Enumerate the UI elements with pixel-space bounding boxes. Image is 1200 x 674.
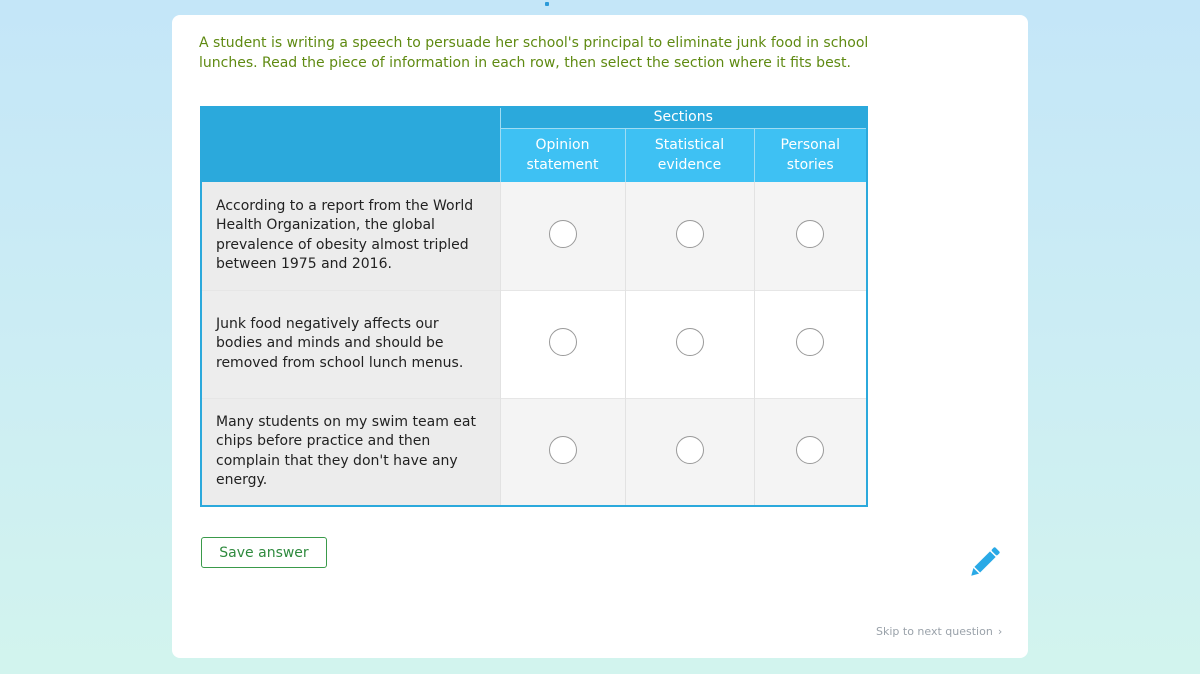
skip-label: Skip to next question xyxy=(876,625,993,638)
row-statement: Junk food negatively affects our bodies and minds and should be removed from school lunch menus. xyxy=(201,290,500,398)
top-indicator-dot xyxy=(545,2,549,6)
grid-cell xyxy=(754,290,867,398)
column-header-opinion-statement xyxy=(500,129,625,183)
column-header-line: statement xyxy=(526,156,599,173)
answer-grid xyxy=(200,106,868,507)
grid-cell xyxy=(754,182,867,290)
radio-row3-opinion-statement[interactable] xyxy=(549,436,577,464)
row-statement: Many students on my swim team eat chips before practice and then complain that they don't have any energy. xyxy=(201,398,500,506)
column-header-line: Personal xyxy=(780,137,841,153)
column-header-line: Statistical xyxy=(654,137,725,153)
grid-cell xyxy=(500,290,625,398)
column-header-personal-stories xyxy=(754,129,867,183)
grid-cell xyxy=(625,398,754,506)
radio-row2-statistical-evidence[interactable] xyxy=(676,328,704,356)
row-statement: According to a report from the World Health Organization, the global prevalence of obesity almost tripled between 1975 and 2016. xyxy=(201,182,500,290)
radio-row1-personal-stories[interactable] xyxy=(796,220,824,248)
grid-cell xyxy=(625,182,754,290)
column-header-statistical-evidence xyxy=(625,129,754,183)
radio-row3-personal-stories[interactable] xyxy=(796,436,824,464)
header-corner xyxy=(201,107,500,182)
radio-row1-statistical-evidence[interactable] xyxy=(676,220,704,248)
radio-row1-opinion-statement[interactable] xyxy=(549,220,577,248)
table-row xyxy=(201,290,867,398)
grid-cell xyxy=(500,182,625,290)
radio-row2-opinion-statement[interactable] xyxy=(549,328,577,356)
question-prompt: A student is writing a speech to persuade her school's principal to eliminate junk food in school lunches. Read the piece of information in each row, then select the section where it fits best. xyxy=(199,35,869,71)
table-row xyxy=(201,398,867,506)
column-header-line: evidence xyxy=(657,156,722,173)
chevron-right-icon: › xyxy=(997,625,1003,638)
question-card xyxy=(172,15,1028,658)
grid-cell xyxy=(500,398,625,506)
sections-header: Sections xyxy=(500,107,867,129)
pencil-icon[interactable] xyxy=(965,544,1003,582)
skip-to-next-question-link[interactable] xyxy=(876,625,1002,638)
radio-row3-statistical-evidence[interactable] xyxy=(676,436,704,464)
grid-cell xyxy=(625,290,754,398)
radio-row2-personal-stories[interactable] xyxy=(796,328,824,356)
save-answer-button[interactable]: Save answer xyxy=(201,537,327,568)
column-header-line: stories xyxy=(786,156,834,173)
column-header-line: Opinion xyxy=(535,137,590,153)
table-row xyxy=(201,182,867,290)
grid-cell xyxy=(754,398,867,506)
